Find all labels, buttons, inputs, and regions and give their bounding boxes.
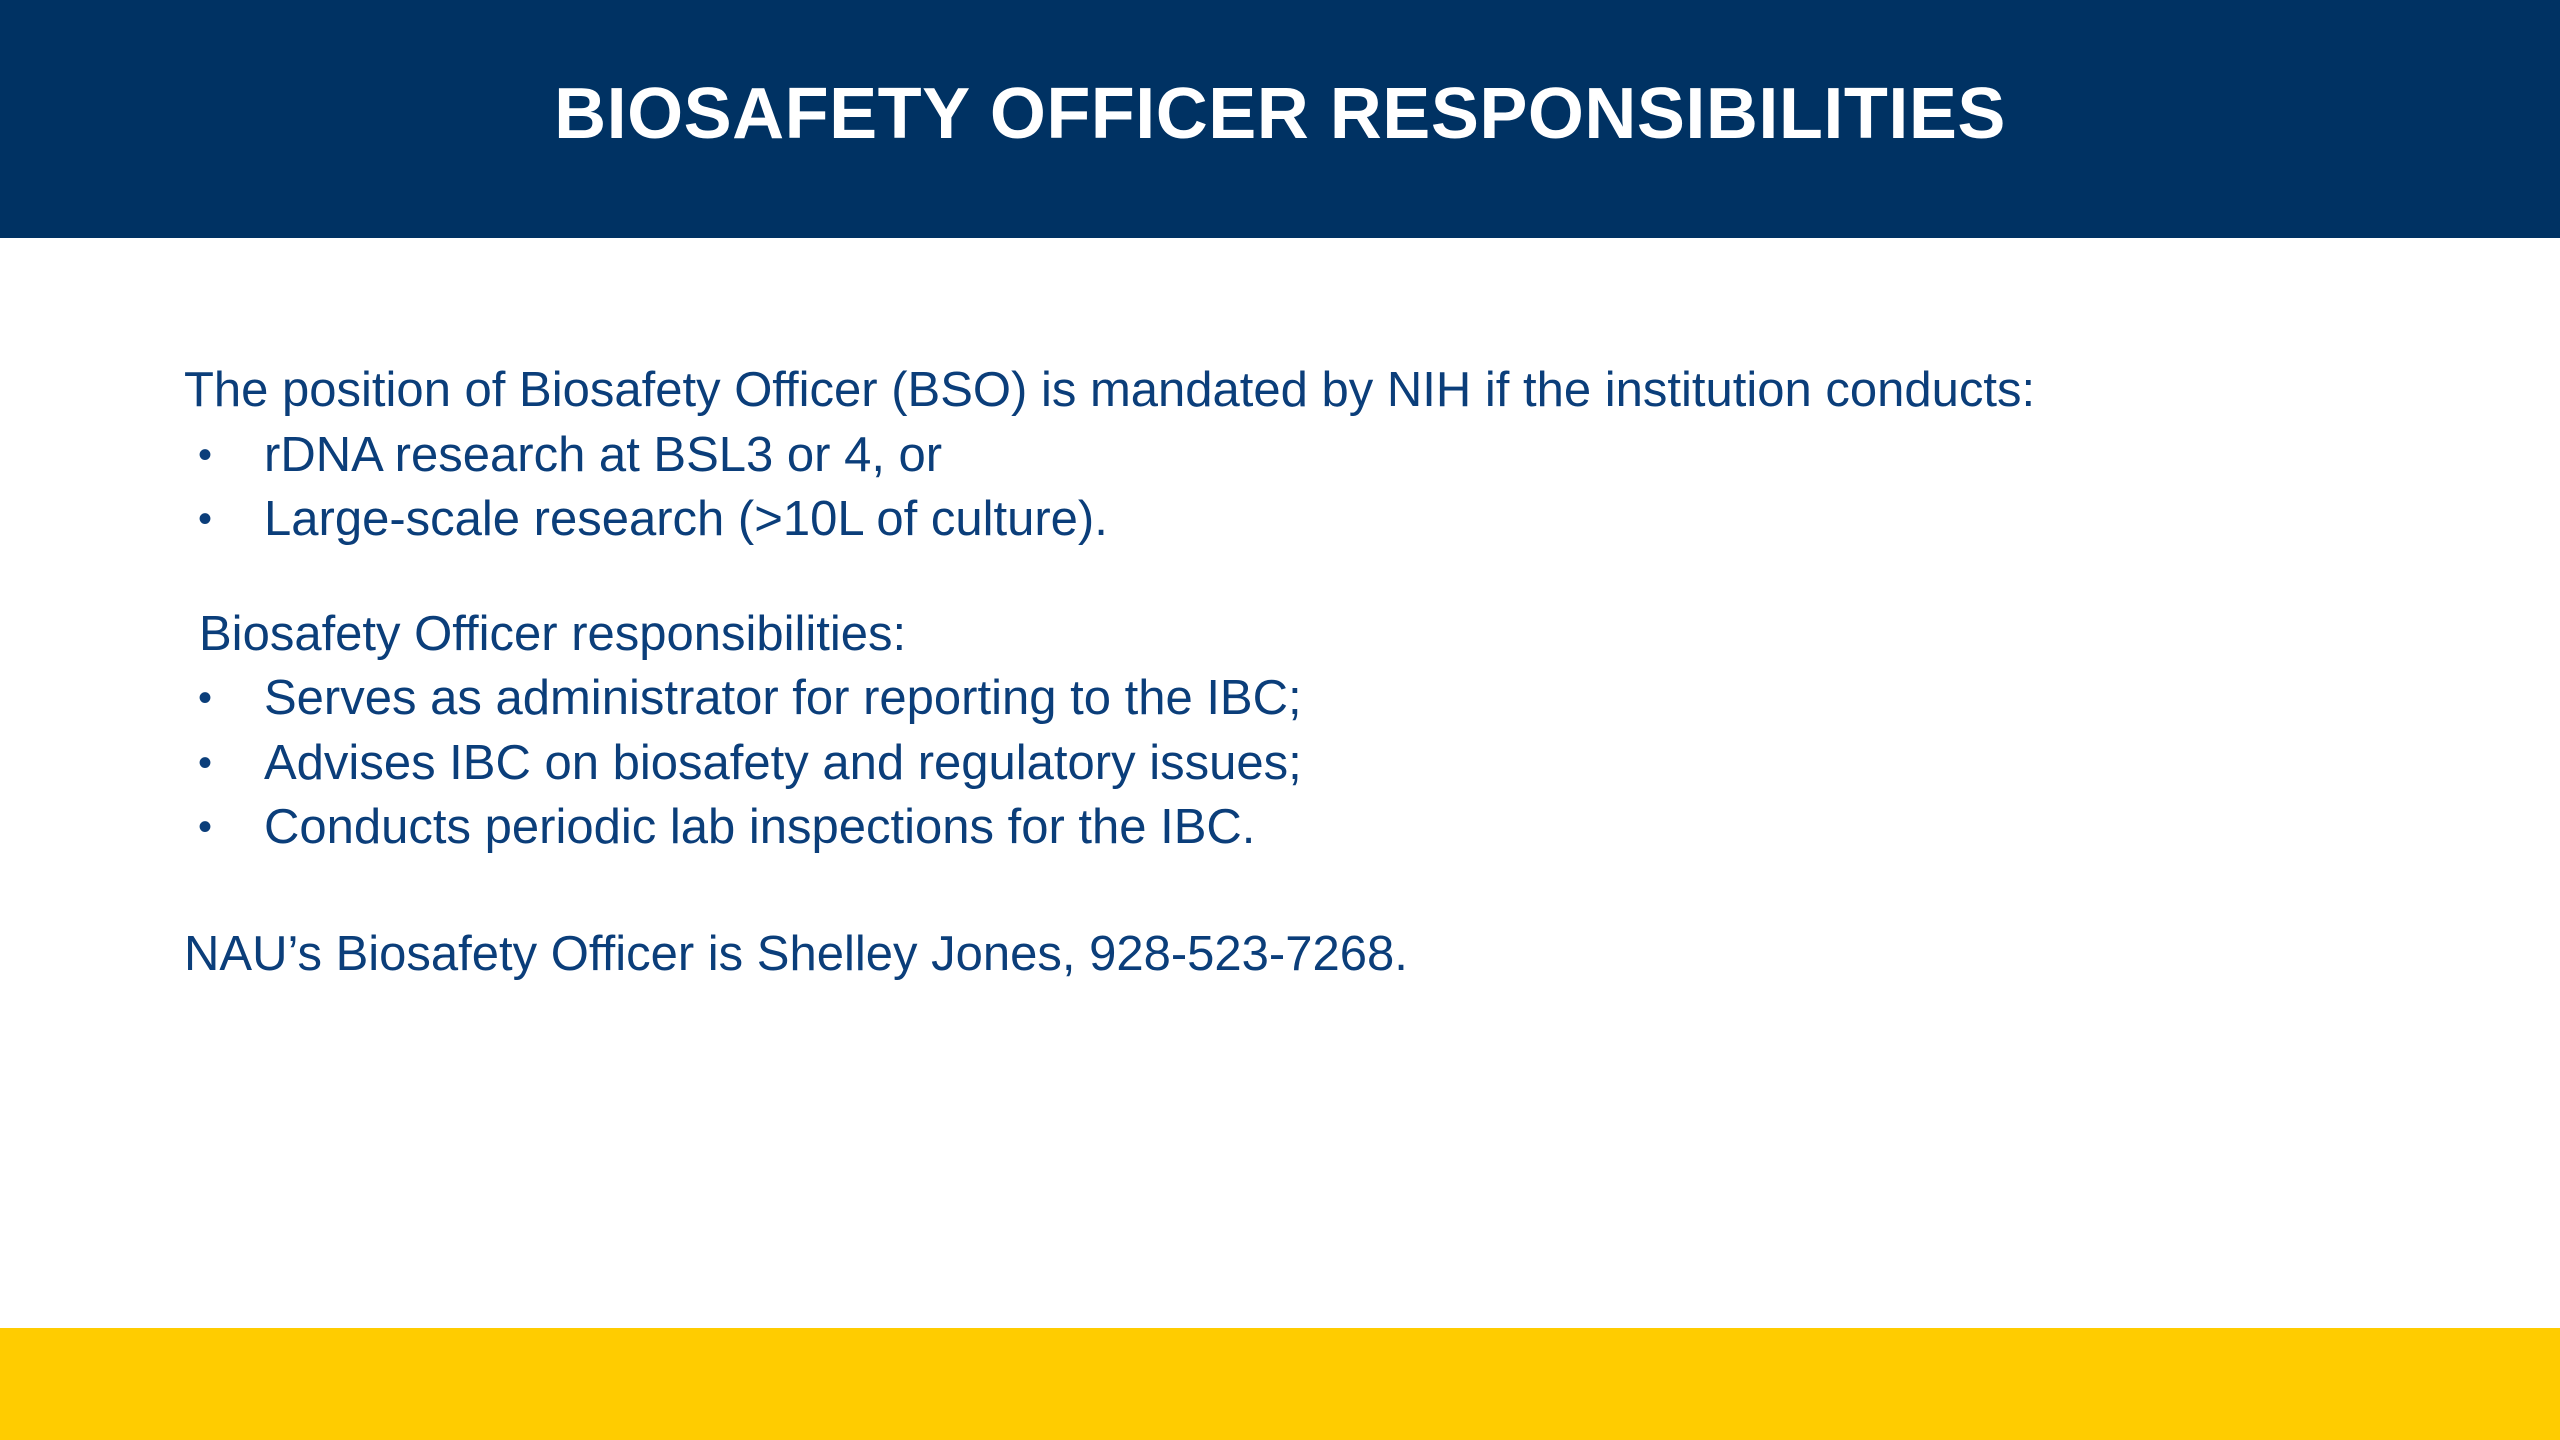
bullet-text: Conducts periodic lab inspections for the IBC. — [264, 800, 1256, 854]
bullet-text: Large-scale research (>10L of culture). — [264, 492, 1108, 546]
list-item — [184, 487, 2035, 552]
bullet-text: Advises IBC on biosafety and regulatory issues; — [264, 735, 1302, 790]
bullet-icon: • — [198, 740, 213, 785]
bullet-icon: • — [198, 676, 213, 720]
bullet-text: rDNA research at BSL3 or 4, or — [264, 427, 943, 482]
footer-band — [0, 1328, 2560, 1440]
list-item — [184, 731, 2035, 796]
responsibilities-heading: Biosafety Officer responsibilities: — [199, 606, 907, 661]
responsibilities-bullet-list — [184, 666, 2035, 860]
intro-bullet-list — [184, 423, 2035, 552]
slide-title: BIOSAFETY OFFICER RESPONSIBILITIES — [554, 74, 2006, 154]
bullet-text: Serves as administrator for reporting to the IBC; — [264, 671, 1302, 725]
intro-paragraph: The position of Biosafety Officer (BSO) is mandated by NIH if the institution conducts: — [184, 363, 2036, 417]
contact-line: NAU’s Biosafety Officer is Shelley Jones, 928-523-7268. — [184, 926, 1408, 981]
bullet-icon: • — [198, 432, 213, 477]
bullet-icon: • — [198, 497, 213, 541]
slide-body — [184, 358, 2035, 986]
header-band — [0, 0, 2560, 238]
list-item — [184, 795, 2035, 860]
list-item — [184, 423, 2035, 488]
bullet-icon: • — [198, 805, 213, 849]
list-item — [184, 666, 2035, 731]
